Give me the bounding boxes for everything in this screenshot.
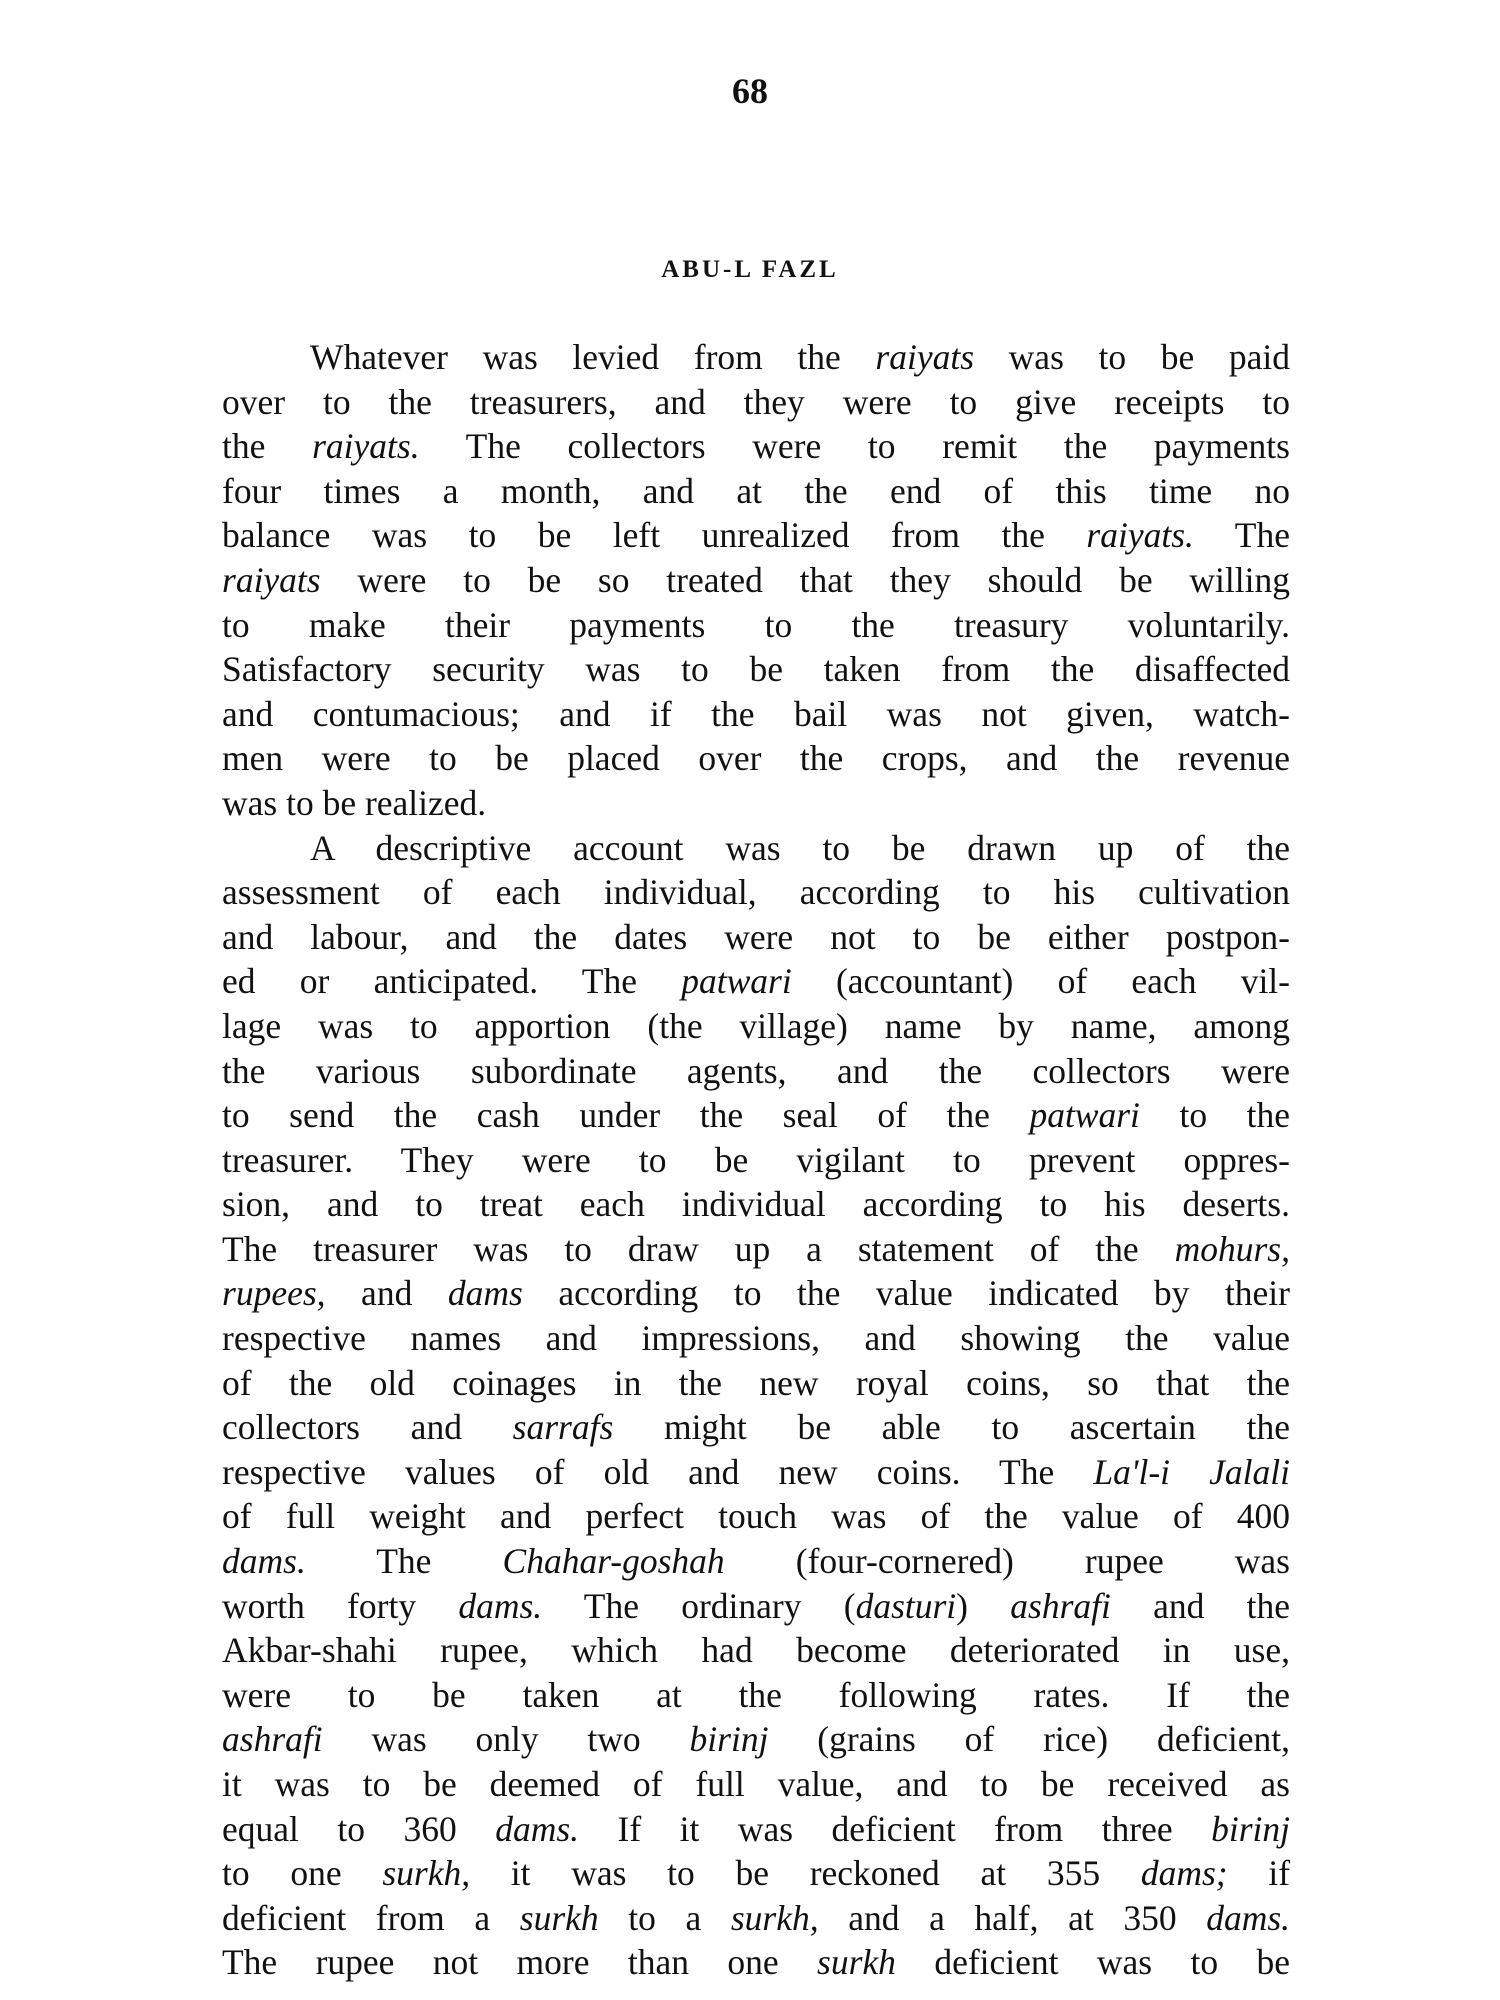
text-run: The bbox=[305, 1541, 503, 1582]
body-text bbox=[222, 335, 1290, 1985]
text-run: worth forty bbox=[222, 1585, 459, 1626]
text-run: were to be so treated that they should be willing bbox=[320, 559, 1290, 600]
text-run: equal to 360 bbox=[222, 1808, 496, 1849]
text-run: Whatever was levied from the bbox=[310, 337, 876, 377]
text-line bbox=[222, 1182, 1290, 1227]
text-run: deficient from a bbox=[222, 1897, 520, 1938]
italic-term: raiyats. bbox=[1086, 515, 1194, 556]
text-run: to send the cash under the seal of the bbox=[222, 1095, 1030, 1136]
italic-term: patwari bbox=[681, 961, 792, 1002]
text-run: and contumacious; and if the bail was not given, watch- bbox=[222, 693, 1290, 734]
text-run: and bbox=[325, 1273, 448, 1314]
italic-term: surkh bbox=[817, 1942, 896, 1983]
text-run: the various subordinate agents, and the collectors were bbox=[222, 1050, 1290, 1091]
italic-term: surkh, bbox=[730, 1897, 819, 1938]
text-run: of the old coinages in the new royal coins, so that the bbox=[222, 1362, 1290, 1403]
text-line bbox=[222, 1093, 1290, 1138]
text-run: was to be realized. bbox=[222, 782, 487, 823]
text-run: The rupee not more than one bbox=[222, 1942, 818, 1983]
italic-term: raiyats bbox=[875, 337, 975, 377]
text-line bbox=[222, 335, 1290, 380]
text-line bbox=[222, 1271, 1290, 1316]
text-line bbox=[222, 692, 1290, 737]
text-run: (grains of rice) deficient, bbox=[768, 1719, 1290, 1760]
text-line bbox=[222, 558, 1290, 603]
text-run: to make their payments to the treasury voluntarily. bbox=[222, 604, 1290, 645]
text-run: the bbox=[222, 426, 313, 467]
text-run: to the bbox=[1139, 1095, 1291, 1136]
text-run: four times a month, and at the end of this time no bbox=[222, 470, 1290, 511]
italic-term: surkh bbox=[519, 1897, 599, 1938]
text-run: treasurer. They were to be vigilant to prevent oppres- bbox=[222, 1139, 1290, 1180]
text-line bbox=[222, 870, 1290, 915]
text-line bbox=[222, 1584, 1290, 1629]
italic-term: dams. bbox=[222, 1541, 306, 1582]
text-line bbox=[222, 1138, 1290, 1183]
text-line bbox=[222, 1361, 1290, 1406]
text-run: was to be paid bbox=[974, 337, 1290, 377]
text-line bbox=[222, 424, 1290, 469]
text-line bbox=[222, 959, 1290, 1004]
italic-term: dasturi bbox=[855, 1585, 957, 1626]
text-line bbox=[222, 603, 1290, 648]
text-run: men were to be placed over the crops, and the revenue bbox=[222, 738, 1290, 779]
italic-term: ashrafi bbox=[1010, 1585, 1111, 1626]
running-head: ABU-L FAZL bbox=[661, 256, 839, 283]
text-line bbox=[222, 380, 1290, 425]
italic-term: birinj bbox=[1211, 1808, 1290, 1849]
italic-term: dams bbox=[447, 1273, 523, 1314]
text-line bbox=[222, 1896, 1290, 1941]
text-run: (accountant) of each vil- bbox=[791, 961, 1290, 1002]
italic-term: patwari bbox=[1029, 1095, 1140, 1136]
text-line bbox=[222, 1049, 1290, 1094]
text-line bbox=[222, 1807, 1290, 1852]
text-run: over to the treasurers, and they were to give receipts to bbox=[222, 381, 1290, 422]
text-line bbox=[222, 915, 1290, 960]
italic-term: rupees, bbox=[222, 1273, 326, 1314]
italic-term: sarrafs bbox=[512, 1407, 614, 1448]
text-line bbox=[222, 1539, 1290, 1584]
page-number: 68 bbox=[732, 71, 768, 111]
italic-term: dams. bbox=[1206, 1897, 1291, 1938]
text-line bbox=[222, 781, 1290, 826]
italic-term: raiyats. bbox=[312, 426, 420, 467]
text-run: of full weight and perfect touch was of the value of 400 bbox=[222, 1496, 1290, 1537]
text-run: to a bbox=[598, 1897, 731, 1938]
text-run: were to be taken at the following rates. If the bbox=[222, 1674, 1290, 1715]
text-run: If it was deficient from three bbox=[579, 1808, 1212, 1849]
text-line bbox=[222, 1004, 1290, 1049]
text-run: ) bbox=[956, 1585, 1011, 1626]
text-run: collectors and bbox=[222, 1407, 513, 1448]
text-run: ed or anticipated. The bbox=[222, 961, 682, 1002]
text-line bbox=[222, 1628, 1290, 1673]
text-run: respective values of old and new coins. The bbox=[222, 1451, 1094, 1492]
text-run: it was to be deemed of full value, and to be received as bbox=[222, 1764, 1290, 1804]
text-line bbox=[222, 826, 1290, 871]
text-line bbox=[222, 1940, 1290, 1985]
italic-term: dams. bbox=[458, 1585, 543, 1626]
text-line bbox=[222, 1227, 1290, 1272]
text-run: A descriptive account was to be drawn up of the bbox=[310, 827, 1290, 868]
text-run: and a half, at 350 bbox=[818, 1897, 1207, 1938]
text-run: assessment of each individual, according to his cultivation bbox=[222, 872, 1290, 913]
italic-term: surkh, bbox=[382, 1853, 471, 1894]
text-run: (four-cornered) rupee was bbox=[724, 1541, 1290, 1582]
text-line bbox=[222, 647, 1290, 692]
text-line bbox=[222, 1450, 1290, 1495]
text-line bbox=[222, 1762, 1290, 1807]
text-line bbox=[222, 1405, 1290, 1450]
text-run: deficient was to be bbox=[895, 1942, 1290, 1983]
text-line bbox=[222, 1851, 1290, 1896]
text-line bbox=[222, 469, 1290, 514]
italic-term: dams. bbox=[495, 1808, 580, 1849]
text-run: The treasurer was to draw up a statement of the bbox=[222, 1228, 1175, 1269]
text-line bbox=[222, 1316, 1290, 1361]
text-run: might be able to ascertain the bbox=[613, 1407, 1290, 1448]
text-run: respective names and impressions, and showing the value bbox=[222, 1318, 1290, 1359]
text-run: The ordinary ( bbox=[542, 1585, 856, 1626]
text-run: it was to be reckoned at 355 bbox=[470, 1853, 1141, 1894]
text-run: Satisfactory security was to be taken from the disaffected bbox=[222, 649, 1290, 690]
italic-term: La'l-i Jalali bbox=[1093, 1451, 1290, 1492]
text-line bbox=[222, 1494, 1290, 1539]
text-run: if bbox=[1227, 1853, 1291, 1894]
text-run: to one bbox=[222, 1853, 383, 1894]
text-run: and the bbox=[1110, 1585, 1290, 1626]
text-line bbox=[222, 1673, 1290, 1718]
text-run: balance was to be left unrealized from the bbox=[222, 515, 1087, 556]
italic-term: Chahar-goshah bbox=[502, 1541, 725, 1582]
text-line bbox=[222, 736, 1290, 781]
text-run: and labour, and the dates were not to be either postpon- bbox=[222, 916, 1290, 957]
italic-term: dams; bbox=[1140, 1853, 1228, 1894]
text-run: The collectors were to remit the payments bbox=[419, 426, 1290, 467]
text-line bbox=[222, 1717, 1290, 1762]
text-run: Akbar-shahi rupee, which had become deteriorated in use, bbox=[222, 1630, 1290, 1671]
italic-term: birinj bbox=[689, 1719, 769, 1760]
italic-term: ashrafi bbox=[222, 1719, 323, 1760]
italic-term: raiyats bbox=[222, 559, 321, 600]
text-run: lage was to apportion (the village) name by name, among bbox=[222, 1005, 1290, 1046]
text-run: was only two bbox=[322, 1719, 690, 1760]
text-run: The bbox=[1193, 515, 1290, 556]
text-run: according to the value indicated by their bbox=[522, 1273, 1290, 1314]
italic-term: mohurs, bbox=[1174, 1228, 1290, 1269]
text-line bbox=[222, 513, 1290, 558]
text-run: sion, and to treat each individual according to his deserts. bbox=[222, 1184, 1290, 1225]
